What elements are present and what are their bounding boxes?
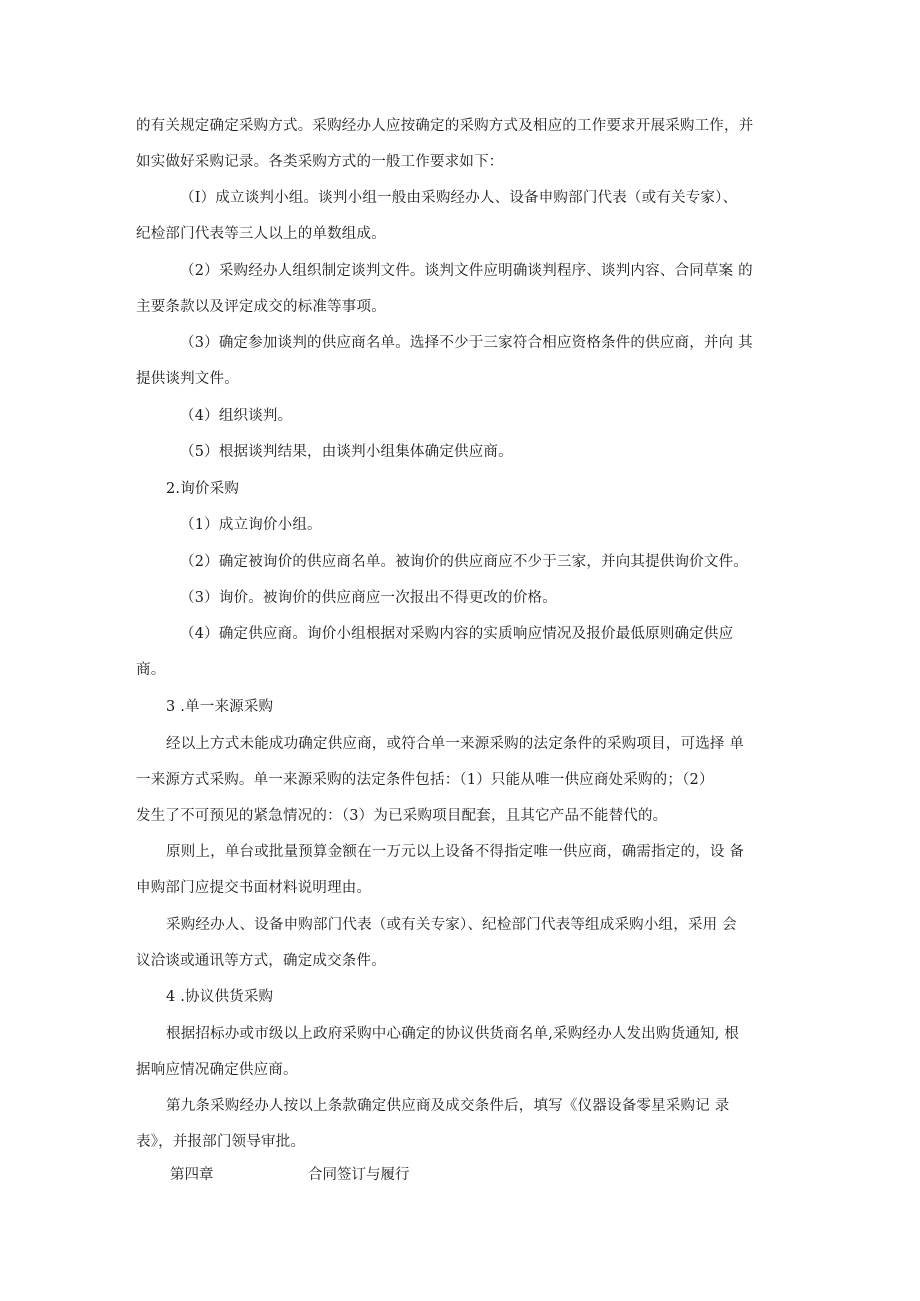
text-line: 3 .单一来源采购	[166, 699, 274, 715]
text-line: 第九条采购经办人按以上条款确定供应商及成交条件后，填写《仪器设备零星采购记 录	[166, 1098, 730, 1114]
paragraph-negotiation-item-2	[136, 253, 786, 325]
text-line: （2）采购经办人组织制定谈判文件。谈判文件应明确谈判程序、谈判内容、合同草案 的	[180, 263, 753, 279]
paragraph-inquiry-item-3	[136, 580, 786, 616]
paragraph-negotiation-item-1	[136, 180, 786, 252]
paragraph-article-nine	[136, 1088, 786, 1160]
text-line: （4）确定供应商。询价小组根据对采购内容的实质响应情况及报价最低原则确定供应	[180, 626, 734, 642]
text-line: 4 .协议供货采购	[166, 989, 274, 1005]
text-line: 主要条款以及评定成交的标准等事项。	[136, 299, 386, 315]
chapter-heading	[170, 1157, 410, 1193]
paragraph-inquiry-item-4	[136, 616, 786, 688]
text-line: 商。	[136, 662, 166, 678]
paragraph-negotiation-item-5	[136, 434, 786, 470]
paragraph-agreement-supply	[136, 1016, 786, 1088]
text-line: （3）询价。被询价的供应商应一次报出不得更改的价格。	[180, 590, 557, 606]
paragraph-negotiation-item-4	[136, 398, 786, 434]
text-line: 如实做好采购记录。各类采购方式的一般工作要求如下：	[136, 154, 504, 170]
paragraph-procurement-intro	[136, 108, 786, 180]
section-heading-agreement-supply	[136, 979, 786, 1015]
text-line: 采购经办人、设备申购部门代表（或有关专家）、纪检部门代表等组成采购小组，采用 会	[166, 917, 737, 933]
text-line: 根据招标办或市级以上政府采购中心确定的协议供货商名单,采购经办人发出购货通知, 根	[166, 1026, 740, 1042]
text-line: 原则上，单台或批量预算金额在一万元以上设备不得指定唯一供应商，确需指定的，设 备	[166, 844, 745, 860]
text-line: 提供谈判文件。	[136, 371, 239, 387]
section-heading-inquiry-procurement	[136, 471, 786, 507]
paragraph-single-source-conditions	[136, 726, 786, 834]
text-line: 一来源方式采购。单一来源采购的法定条件包括：（1）只能从唯一供应商处采购的；（2）	[136, 772, 714, 788]
paragraph-single-source-principle	[136, 834, 786, 906]
chapter-title: 合同签订与履行	[308, 1167, 410, 1183]
text-line: 经以上方式未能成功确定供应商，或符合单一来源采购的法定条件的采购项目，可选择 单	[166, 736, 745, 752]
text-line: 纪检部门代表等三人以上的单数组成。	[136, 226, 386, 242]
text-line: 议洽谈或通讯等方式，确定成交条件。	[136, 953, 386, 969]
text-line: 据响应情况确定供应商。	[136, 1062, 298, 1078]
section-heading-single-source	[136, 689, 786, 725]
text-line: （2）确定被询价的供应商名单。被询价的供应商应不少于三家，并向其提供询价文件。	[180, 554, 749, 570]
paragraph-negotiation-item-3	[136, 325, 786, 397]
paragraph-single-source-group	[136, 907, 786, 979]
paragraph-inquiry-item-1	[136, 507, 786, 543]
text-line: 2.询价采购	[166, 481, 240, 497]
text-line: （I）成立谈判小组。谈判小组一般由采购经办人、设备申购部门代表（或有关专家）、	[180, 190, 738, 206]
paragraph-inquiry-item-2	[136, 544, 786, 580]
text-line: 发生了不可预见的紧急情况的：（3）为已采购项目配套，且其它产品不能替代的。	[136, 808, 668, 824]
text-line: 的有关规定确定采购方式。采购经办人应按确定的采购方式及相应的工作要求开展采购工作，并	[136, 118, 754, 134]
text-line: 表》，并报部门领导审批。	[136, 1134, 306, 1150]
text-line: （5）根据谈判结果，由谈判小组集体确定供应商。	[180, 444, 513, 460]
text-line: （4）组织谈判。	[180, 408, 293, 424]
text-line: （1）成立询价小组。	[180, 517, 322, 533]
text-line: 申购部门应提交书面材料说明理由。	[136, 880, 372, 896]
chapter-number: 第四章	[170, 1167, 214, 1183]
text-line: （3）确定参加谈判的供应商名单。选择不少于三家符合相应资格条件的供应商，并向 其	[180, 335, 753, 351]
